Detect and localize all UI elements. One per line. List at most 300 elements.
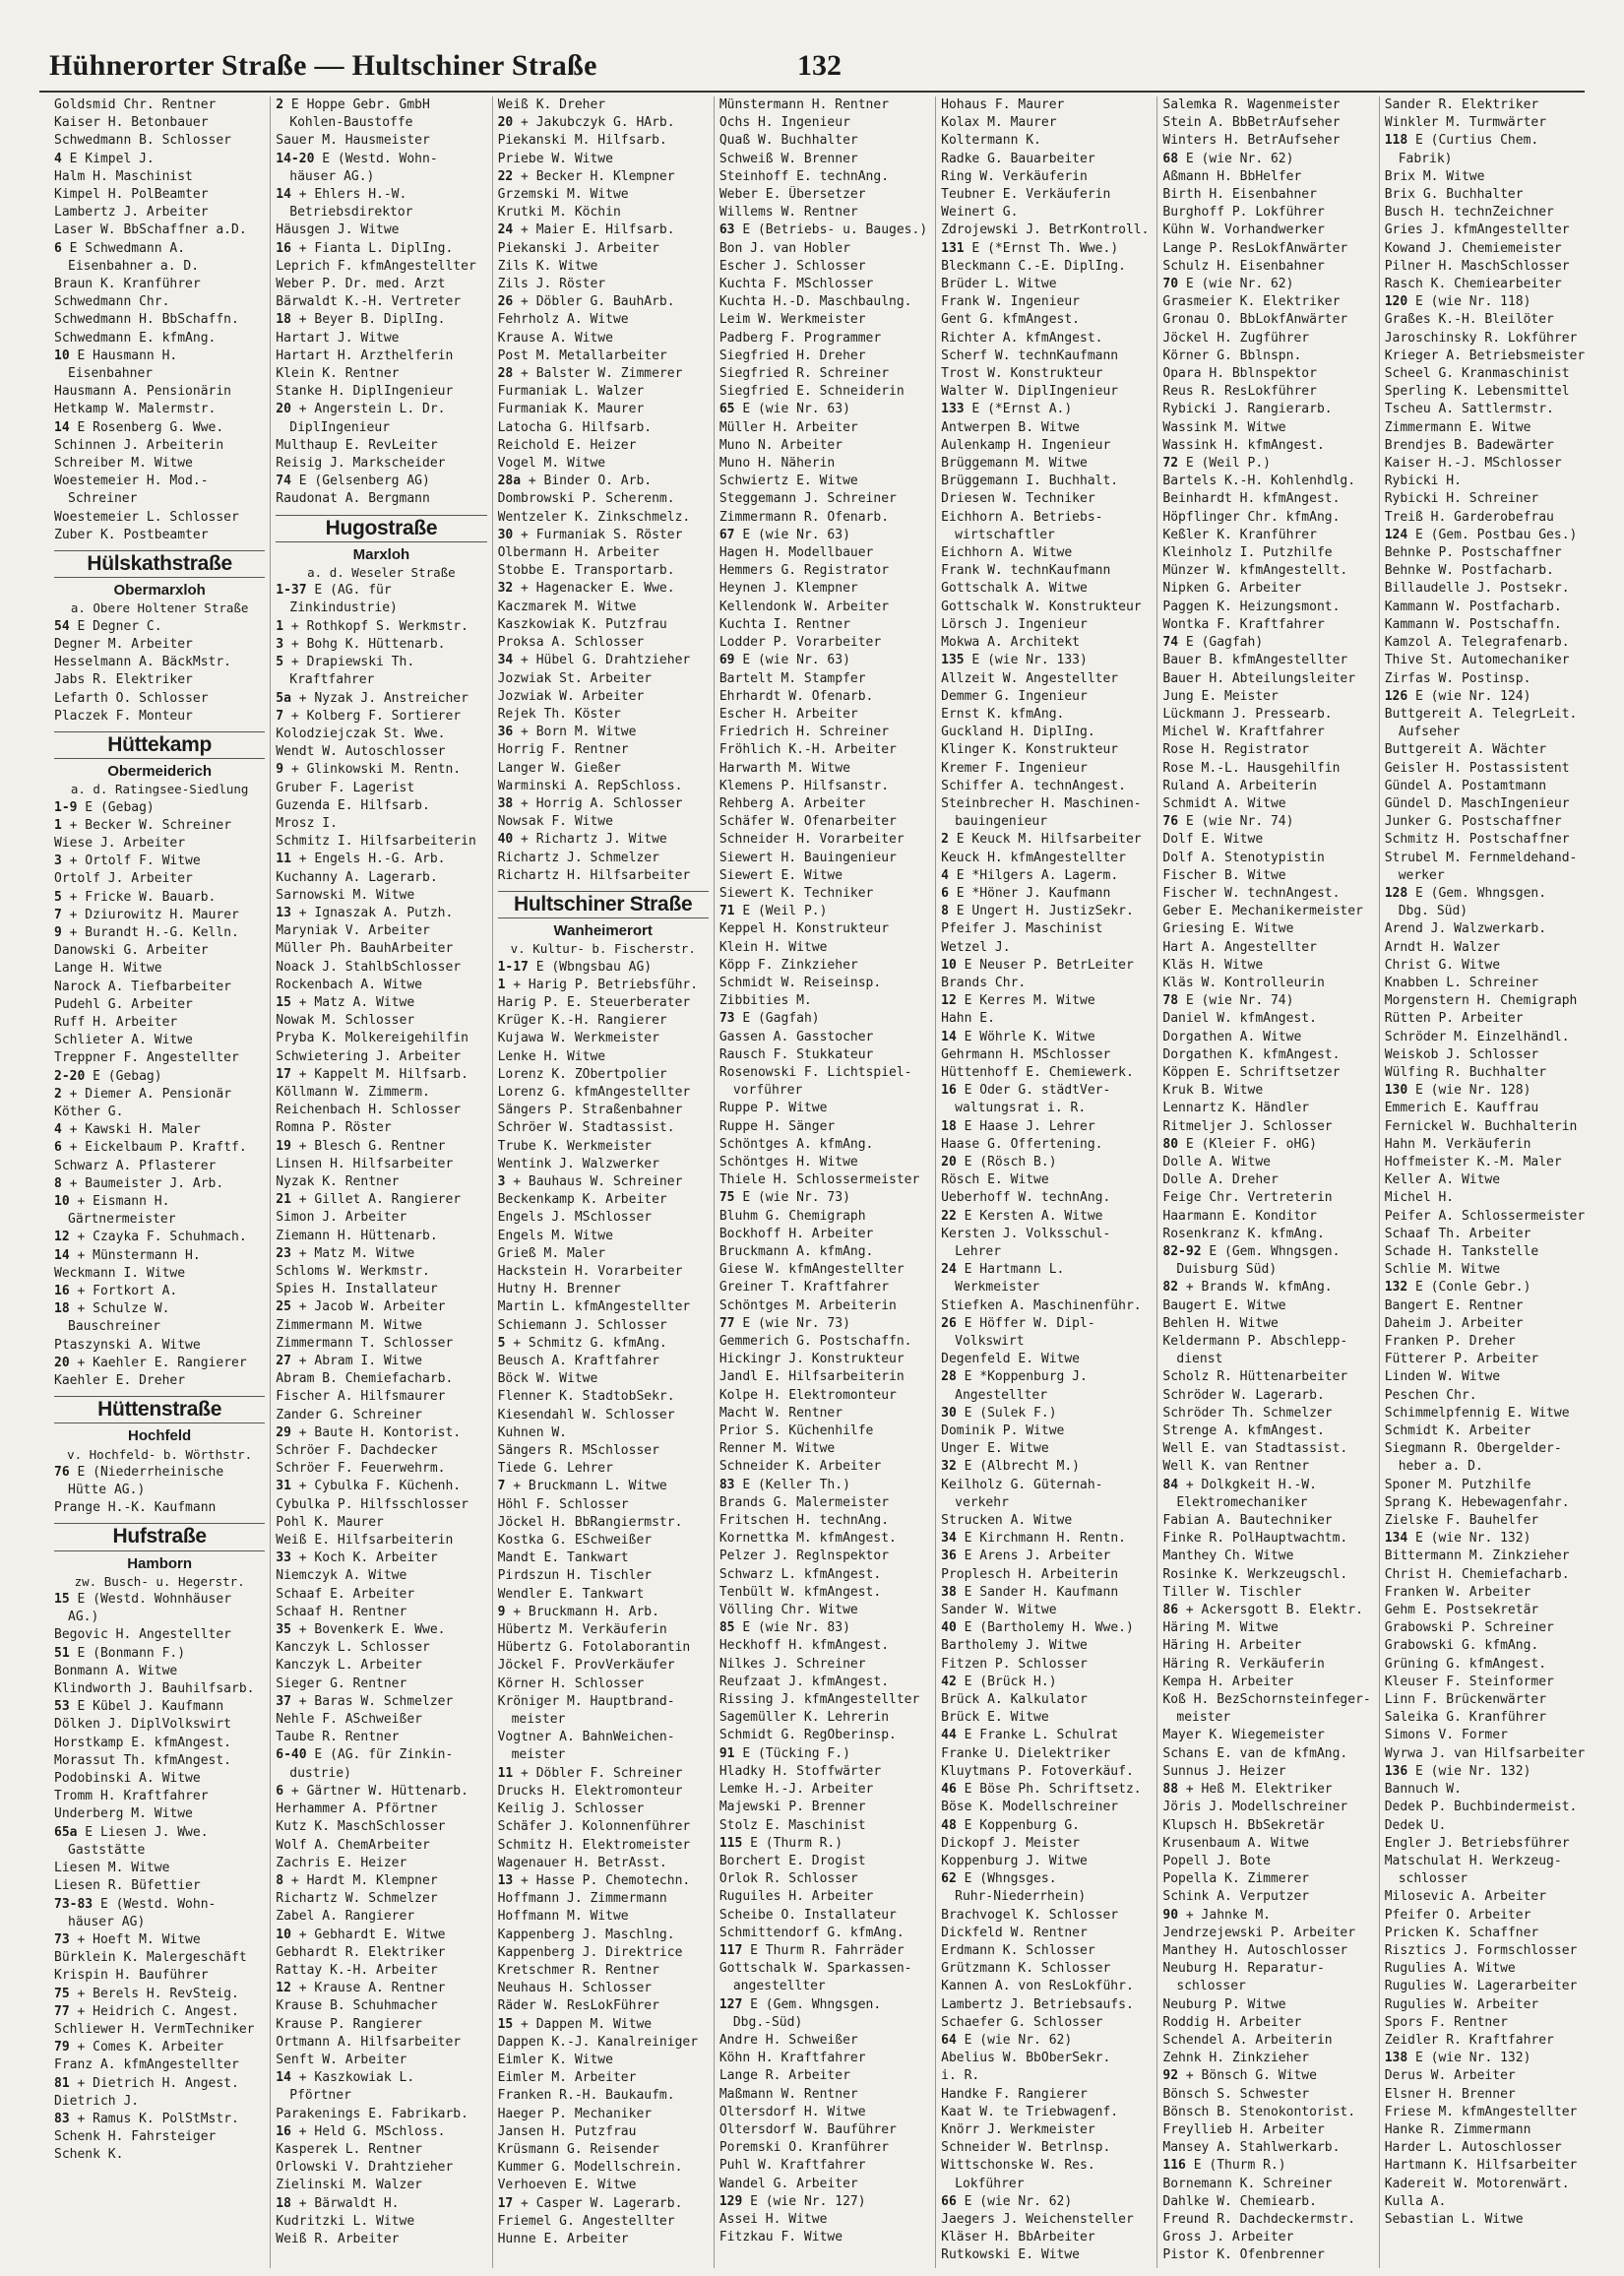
- directory-entry: Walter W. DiplIngenieur: [941, 384, 1119, 400]
- directory-entry: Hanke R. Zimmermann: [1384, 2121, 1531, 2137]
- entry-continuation: Angestellter: [955, 1387, 1048, 1403]
- directory-entry: 9 + Bruckmann H. Arb.: [497, 1604, 659, 1619]
- directory-entry: Eimler K. Witwe: [497, 2052, 613, 2067]
- directory-entry: Schiffer A. technAngest.: [941, 778, 1126, 793]
- directory-entry: 22 + Becker H. Klempner: [497, 168, 675, 184]
- directory-entry: Rosenowski F. Lichtspiel-: [718, 1064, 912, 1080]
- directory-entry: Kasperek L. Rentner: [276, 2141, 422, 2157]
- directory-entry: Orlok R. Schlosser: [718, 1871, 858, 1887]
- directory-entry: Klindworth J. Bauhilfsarb.: [54, 1681, 255, 1697]
- directory-entry: 6 + Gärtner W. Hüttenarb.: [276, 1783, 468, 1799]
- directory-entry: Strenge A. kfmAngest.: [1162, 1423, 1325, 1439]
- column-5: [936, 96, 1157, 2268]
- directory-entry: Keßler K. Kranführer: [1162, 527, 1317, 542]
- directory-entry: Rissing J. kfmAngestellter: [718, 1692, 920, 1708]
- directory-entry: Grabowski G. kfmAng.: [1384, 1638, 1539, 1654]
- directory-entry: Schimmelpfennig E. Witwe: [1384, 1405, 1570, 1421]
- directory-entry: 64 E (wie Nr. 62): [941, 2032, 1073, 2048]
- directory-entry: Böck W. Witwe: [497, 1371, 598, 1387]
- directory-entry: 12 + Czayka F. Schuhmach.: [54, 1230, 247, 1245]
- entry-continuation: häuser AG.): [289, 168, 375, 184]
- directory-entry: 13 + Hasse P. Chemotechn.: [497, 1872, 691, 1888]
- directory-entry: 26 E Höffer W. Dipl-: [941, 1315, 1095, 1331]
- directory-entry: 22 E Kersten A. Witwe: [941, 1208, 1103, 1224]
- directory-entry: 14-20 E (Westd. Wohn-: [276, 151, 438, 166]
- directory-entry: 85 E (wie Nr. 83): [718, 1620, 850, 1636]
- directory-entry: Graßes K.-H. Bleilöter: [1384, 312, 1554, 328]
- directory-entry: Schliewer H. VermTechniker: [54, 2021, 255, 2037]
- directory-entry: Lemke H.-J. Arbeiter: [718, 1782, 874, 1798]
- entry-continuation: Hütte AG.): [68, 1483, 146, 1498]
- directory-entry: Horrig F. Rentner: [497, 742, 629, 758]
- directory-entry: Dedek U.: [1384, 1817, 1447, 1833]
- directory-entry: Lörsch J. Ingenieur: [941, 616, 1088, 632]
- directory-entry: Kuchta I. Rentner: [718, 616, 850, 632]
- directory-entry: Ruff H. Arbeiter: [54, 1014, 178, 1030]
- directory-entry: Harder L. Autoschlosser: [1384, 2140, 1562, 2156]
- directory-entry: Wiese J. Arbeiter: [54, 835, 186, 851]
- directory-entry: Wendler E. Tankwart: [497, 1586, 645, 1602]
- district-heading: Hamborn: [127, 1554, 193, 1572]
- directory-entry: 1-17 E (Wbngsbau AG): [497, 959, 653, 975]
- directory-entry: Schans E. van de kfmAng.: [1162, 1745, 1348, 1761]
- directory-entry: 17 + Casper W. Lagerarb.: [497, 2195, 683, 2211]
- directory-entry: Simons V. Former: [1384, 1728, 1508, 1743]
- directory-entry: 81 + Dietrich H. Angest.: [54, 2075, 239, 2091]
- directory-entry: Leim W. Werkmeister: [718, 312, 866, 328]
- directory-entry: Post M. Metallarbeiter: [497, 348, 667, 363]
- directory-entry: Wassink M. Witwe: [1162, 419, 1286, 435]
- directory-entry: Pricken K. Schaffner: [1384, 1925, 1539, 1940]
- directory-entry: Kannen A. von ResLokführ.: [941, 1979, 1134, 1994]
- directory-entry: Lange H. Witwe: [54, 961, 162, 977]
- directory-entry: Escher H. Arbeiter: [718, 706, 858, 722]
- directory-entry: Lambertz J. Arbeiter: [54, 205, 209, 221]
- directory-entry: Köppen E. Schriftsetzer: [1162, 1064, 1341, 1080]
- street-range-note: zw. Busch- u. Hegerstr.: [74, 1573, 245, 1589]
- directory-entry: Strubel M. Fernmeldehand-: [1384, 850, 1578, 865]
- street-heading: Hülskathstraße: [54, 550, 265, 578]
- directory-entry: Neuburg H. Reparatur-: [1162, 1961, 1325, 1977]
- directory-entry: 7 + Bruckmann L. Witwe: [497, 1479, 667, 1494]
- entry-continuation: häuser AG): [68, 1914, 146, 1929]
- directory-entry: Ortmann A. Hilfsarbeiter: [276, 2034, 462, 2050]
- directory-entry: Bonmann A. Witwe: [54, 1663, 178, 1678]
- entry-continuation: meister: [511, 1712, 566, 1728]
- directory-entry: Böse K. Modellschreiner: [941, 1800, 1119, 1815]
- directory-entry: Pohl K. Maurer: [276, 1514, 384, 1530]
- directory-entry: Zehnk H. Zinkzieher: [1162, 2051, 1310, 2066]
- directory-entry: Jaegers J. Weichensteller: [941, 2211, 1134, 2227]
- directory-entry: Schmitz H. Postschaffner: [1384, 832, 1570, 848]
- directory-entry: Grüning G. kfmAngest.: [1384, 1656, 1547, 1672]
- column-6: [1157, 96, 1379, 2268]
- entry-continuation: Lehrer: [955, 1244, 1002, 1259]
- directory-entry: Verhoeven E. Witwe: [497, 2178, 637, 2193]
- directory-entry: Guzenda E. Hilfsarb.: [276, 797, 430, 813]
- directory-entry: Häusgen J. Witwe: [276, 222, 400, 238]
- directory-entry: Gebhardt R. Elektriker: [276, 1944, 446, 1960]
- directory-entry: Zimmermann R. Ofenarb.: [718, 509, 890, 525]
- directory-entry: Fitzkau F. Witwe: [718, 2230, 843, 2245]
- directory-entry: Klupsch H. BbSekretär: [1162, 1817, 1325, 1833]
- directory-entry: Burghoff P. Lokführer: [1162, 205, 1325, 221]
- directory-entry: Elsner H. Brenner: [1384, 2086, 1516, 2102]
- directory-entry: Richartz J. Schmelzer: [497, 850, 659, 865]
- entry-continuation: Schreiner: [68, 491, 138, 507]
- directory-entry: Richartz W. Schmelzer: [276, 1891, 438, 1907]
- directory-entry: Dietrich J.: [54, 2093, 140, 2109]
- directory-entry: 69 E (wie Nr. 63): [718, 653, 850, 668]
- directory-entry: Pfeifer O. Arbeiter: [1384, 1907, 1531, 1923]
- directory-entry: Kühn W. Vorhandwerker: [1162, 222, 1325, 238]
- directory-entry: Dombrowski P. Scherenm.: [497, 491, 675, 507]
- directory-entry: Hoffmeister K.-M. Maler: [1384, 1154, 1562, 1170]
- directory-entry: Schmidt K. Arbeiter: [1384, 1423, 1531, 1439]
- directory-entry: Weiß K. Dreher: [497, 97, 606, 112]
- directory-entry: Handke F. Rangierer: [941, 2086, 1088, 2102]
- directory-entry: Nowsak F. Witwe: [497, 814, 613, 830]
- directory-entry: Kappenberg J. Direktrice: [497, 1944, 683, 1960]
- directory-entry: 20 + Kaehler E. Rangierer: [54, 1355, 247, 1370]
- directory-entry: Bönsch B. Stenokontorist.: [1162, 2104, 1356, 2119]
- directory-entry: Gronau O. BbLokfAnwärter: [1162, 312, 1348, 328]
- directory-entry: Macht W. Rentner: [718, 1405, 843, 1421]
- directory-entry: Jozwiak St. Arbeiter: [497, 670, 653, 686]
- directory-entry: Dolle A. Dreher: [1162, 1172, 1279, 1188]
- directory-entry: Krüger K.-H. Rangierer: [497, 1013, 667, 1029]
- directory-entry: Lorenz G. kfmAngestellter: [497, 1084, 691, 1100]
- directory-entry: Kammann W. Postfacharb.: [1384, 599, 1562, 614]
- directory-entry: Gottschalk W. Konstrukteur: [941, 599, 1142, 614]
- directory-entry: 10 + Eismann H.: [54, 1193, 170, 1209]
- directory-entry: Klemens P. Hilfsanstr.: [718, 778, 890, 793]
- directory-entry: 62 E (Whngsges.: [941, 1871, 1057, 1887]
- directory-entry: 20 + Angerstein L. Dr.: [276, 402, 446, 417]
- directory-entry: Fischer B. Witwe: [1162, 867, 1286, 883]
- directory-entry: Rösch E. Witwe: [941, 1172, 1049, 1188]
- directory-entry: Junker G. Postschaffner: [1384, 814, 1562, 830]
- directory-entry: Maryniak V. Arbeiter: [276, 923, 430, 939]
- district-heading: Hochfeld: [128, 1427, 192, 1445]
- directory-entry: Prior S. Küchenhilfe: [718, 1423, 874, 1439]
- directory-entry: Hunne E. Arbeiter: [497, 2231, 629, 2246]
- directory-entry: Weiskob J. Schlosser: [1384, 1046, 1539, 1062]
- directory-entry: Münzer W. kfmAngestellt.: [1162, 563, 1348, 579]
- directory-entry: Latocha G. Hilfsarb.: [497, 419, 653, 435]
- directory-entry: Dolf A. Stenotypistin: [1162, 850, 1325, 865]
- directory-entry: Scheibe O. Installateur: [718, 1907, 897, 1923]
- directory-entry: Sieger G. Rentner: [276, 1675, 407, 1691]
- directory-entry: 54 E Degner C.: [54, 618, 162, 634]
- directory-entry: Krüsmann G. Reisender: [497, 2141, 659, 2157]
- directory-entry: Kempa H. Arbeiter: [1162, 1674, 1294, 1689]
- directory-entry: Tiller W. Tischler: [1162, 1584, 1302, 1600]
- directory-entry: Rutkowski E. Witwe: [941, 2247, 1081, 2263]
- directory-entry: 124 E (Gem. Postbau Ges.): [1384, 527, 1578, 542]
- directory-entry: Underberg M. Witwe: [54, 1806, 193, 1822]
- directory-entry: Bockhoff H. Arbeiter: [718, 1226, 874, 1241]
- directory-entry: Frank W. Ingenieur: [941, 294, 1081, 310]
- directory-entry: Bartelt M. Stampfer: [718, 670, 866, 686]
- directory-entry: Rosinke K. Werkzeugschl.: [1162, 1566, 1348, 1582]
- directory-entry: Pistor K. Ofenbrenner: [1162, 2247, 1325, 2263]
- directory-entry: Richter A. kfmAngest.: [941, 330, 1103, 346]
- directory-entry: Franken P. Dreher: [1384, 1334, 1516, 1350]
- directory-entry: 37 + Baras W. Schmelzer: [276, 1693, 454, 1709]
- directory-entry: Grabowski P. Schreiner: [1384, 1620, 1554, 1636]
- directory-entry: Zimmermann M. Witwe: [276, 1317, 422, 1333]
- directory-entry: Begovic H. Angestellter: [54, 1627, 232, 1643]
- directory-entry: Heckhoff H. kfmAngest.: [718, 1638, 890, 1654]
- directory-entry: 14 + Kaszkowiak L.: [276, 2070, 415, 2086]
- directory-entry: Rugulies W. Lagerarbeiter: [1384, 1979, 1578, 1994]
- directory-entry: Well K. van Rentner: [1162, 1459, 1310, 1475]
- directory-entry: 5a + Nyzak J. Anstreicher: [276, 690, 468, 706]
- directory-entry: Pelzer J. Reglnspektor: [718, 1549, 890, 1564]
- directory-entry: 134 E (wie Nr. 132): [1384, 1531, 1531, 1547]
- directory-entry: 8 + Baumeister J. Arb.: [54, 1175, 224, 1191]
- directory-entry: Schink A. Verputzer: [1162, 1889, 1310, 1905]
- directory-entry: Gries J. kfmAngestellter: [1384, 222, 1570, 238]
- entry-continuation: werker: [1398, 867, 1445, 883]
- directory-entry: Kolodziejczak St. Wwe.: [276, 726, 446, 741]
- directory-entry: Sängers R. MSchlosser: [497, 1443, 659, 1459]
- directory-entry: 14 + Münstermann H.: [54, 1247, 201, 1263]
- directory-entry: 1-9 E (Gebag): [54, 799, 155, 815]
- directory-entry: Ruppe H. Sänger: [718, 1118, 836, 1134]
- directory-entry: Schwedmann Chr.: [54, 294, 170, 310]
- directory-entry: Pryba K. Molkereigehilfin: [276, 1031, 468, 1046]
- directory-entry: Wontka F. Kraftfahrer: [1162, 616, 1325, 632]
- directory-entry: Antwerpen B. Witwe: [941, 419, 1081, 435]
- street-heading: Hüttekamp: [54, 731, 265, 759]
- directory-entry: Kluytmans P. Fotoverkäuf.: [941, 1763, 1134, 1779]
- directory-entry: 20 + Jakubczyk G. HArb.: [497, 115, 675, 131]
- directory-entry: Fabian A. Bautechniker: [1162, 1513, 1333, 1529]
- directory-entry: Niemczyk A. Witwe: [276, 1568, 407, 1584]
- directory-entry: Buttgereit A. TelegrLeit.: [1384, 706, 1578, 722]
- directory-entry: Schlie M. Witwe: [1384, 1262, 1501, 1278]
- directory-entry: Ruppe P. Witwe: [718, 1101, 828, 1116]
- directory-entry: Brix G. Buchhalter: [1384, 187, 1524, 203]
- directory-entry: Busch H. technZeichner: [1384, 205, 1554, 221]
- directory-entry: Hartart J. Witwe: [276, 330, 400, 346]
- directory-entry: 91 E (Tücking F.): [718, 1745, 850, 1761]
- directory-entry: Milosevic A. Arbeiter: [1384, 1889, 1547, 1905]
- directory-entry: Quaß W. Buchhalter: [718, 133, 858, 149]
- directory-entry: 42 E (Brück H.): [941, 1674, 1057, 1689]
- entry-continuation: angestellter: [732, 1979, 826, 1994]
- directory-entry: Degenfeld E. Witwe: [941, 1352, 1081, 1367]
- directory-entry: Kanczyk L. Arbeiter: [276, 1658, 422, 1674]
- directory-entry: Sängers P. Straßenbahner: [497, 1103, 683, 1118]
- directory-entry: Horstkamp E. kfmAngest.: [54, 1735, 232, 1750]
- directory-entry: Müller Ph. BauhArbeiter: [276, 941, 454, 957]
- directory-entry: Weber P. Dr. med. Arzt: [276, 277, 446, 292]
- directory-entry: Bartholemy J. Witwe: [941, 1638, 1088, 1654]
- directory-entry: Fütterer P. Arbeiter: [1384, 1352, 1539, 1367]
- directory-entry: Schaefer G. Schlosser: [941, 2014, 1103, 2030]
- directory-entry: Engler J. Betriebsführer: [1384, 1835, 1570, 1851]
- directory-entry: Knörr J. Werkmeister: [941, 2121, 1095, 2137]
- directory-entry: Zielinski M. Walzer: [276, 2178, 422, 2193]
- entry-continuation: Kohlen-Baustoffe: [289, 115, 413, 131]
- directory-entry: 2 E Keuck M. Hilfsarbeiter: [941, 832, 1142, 848]
- directory-entry: Lennartz K. Händler: [1162, 1101, 1310, 1116]
- directory-entry: Lange P. ResLokfAnwärter: [1162, 240, 1348, 256]
- directory-entry: 5 + Drapiewski Th.: [276, 655, 415, 670]
- directory-entry: Brendjes B. Badewärter: [1384, 437, 1554, 453]
- directory-entry: 75 + Berels H. RevSteig.: [54, 1986, 239, 2001]
- directory-entry: Bangert E. Rentner: [1384, 1297, 1524, 1313]
- directory-entry: Schwietering J. Arbeiter: [276, 1048, 462, 1064]
- directory-entry: 30 E (Sulek F.): [941, 1405, 1057, 1421]
- directory-entry: Scheel G. Kranmaschinist: [1384, 366, 1570, 382]
- column-3: [493, 96, 715, 2268]
- directory-entry: Mayer K. Wiegemeister: [1162, 1728, 1325, 1743]
- directory-entry: 8 + Hardt M. Klempner: [276, 1872, 438, 1888]
- directory-entry: 120 E (wie Nr. 118): [1384, 294, 1531, 310]
- directory-entry: Brück A. Kalkulator: [941, 1692, 1088, 1708]
- directory-entry: Mandt E. Tankwart: [497, 1550, 629, 1566]
- directory-entry: Schäfer W. Ofenarbeiter: [718, 814, 897, 830]
- directory-entry: Schwarz L. kfmAngest.: [718, 1566, 882, 1582]
- directory-entry: Vogtner A. BahnWeichen-: [497, 1730, 675, 1745]
- directory-entry: Weckmann I. Witwe: [54, 1265, 186, 1281]
- directory-entry: Kläs W. Kontrolleurin: [1162, 975, 1325, 990]
- directory-entry: Jöckel H. Zugführer: [1162, 330, 1310, 346]
- directory-entry: Köllmann W. Zimmerm.: [276, 1084, 430, 1100]
- directory-entry: Knabben L. Schreiner: [1384, 975, 1539, 990]
- directory-entry: Dominik P. Witwe: [941, 1423, 1065, 1439]
- entry-continuation: Zinkindustrie): [289, 601, 398, 616]
- directory-entry: Woestemeier H. Mod.-: [54, 474, 209, 489]
- directory-entry: Siewert H. Bauingenieur: [718, 850, 897, 865]
- directory-entry: Dickfeld W. Rentner: [941, 1925, 1088, 1940]
- directory-entry: i. R.: [941, 2068, 980, 2084]
- directory-entry: Reichenbach H. Schlosser: [276, 1103, 462, 1118]
- directory-entry: Dickopf J. Meister: [941, 1835, 1081, 1851]
- directory-entry: Brix M. Witwe: [1384, 168, 1485, 184]
- directory-entry: Linn F. Brückenwärter: [1384, 1692, 1547, 1708]
- directory-entry: 18 + Beyer B. DiplIng.: [276, 312, 446, 328]
- directory-entry: Gruber F. Lagerist: [276, 780, 415, 795]
- directory-entry: Kiesendahl W. Schlosser: [497, 1407, 675, 1422]
- directory-entry: Schade H. Tankstelle: [1384, 1244, 1539, 1259]
- directory-entry: Schiemann J. Schlosser: [497, 1317, 667, 1333]
- directory-entry: 7 + Dziurowitz H. Maurer: [54, 907, 239, 922]
- directory-entry: Koß H. BezSchornsteinfeger-: [1162, 1692, 1371, 1708]
- directory-entry: 71 E (Weil P.): [718, 904, 828, 919]
- directory-entry: 14 + Ehlers H.-W.: [276, 187, 407, 203]
- directory-entry: Vogel M. Witwe: [497, 456, 606, 472]
- directory-entry: 28a + Binder O. Arb.: [497, 474, 653, 489]
- directory-entry: Lefarth O. Schlosser: [54, 690, 209, 706]
- directory-entry: 132 E (Conle Gebr.): [1384, 1280, 1531, 1296]
- directory-entry: 88 + Heß M. Elektriker: [1162, 1782, 1333, 1798]
- directory-entry: Piekanski J. Arbeiter: [497, 240, 659, 256]
- directory-entry: Linden W. Witwe: [1384, 1369, 1501, 1385]
- directory-entry: 83 E (Keller Th.): [718, 1477, 850, 1492]
- directory-entry: Krause P. Rangierer: [276, 2016, 422, 2032]
- directory-entry: 31 + Cybulka F. Küchenh.: [276, 1479, 462, 1494]
- directory-entry: 3 + Ortolf F. Witwe: [54, 854, 201, 869]
- directory-entry: Priebe W. Witwe: [497, 151, 613, 166]
- directory-entry: Padberg F. Programmer: [718, 330, 882, 346]
- directory-entry: Allzeit W. Angestellter: [941, 670, 1119, 686]
- directory-entry: Friemel G. Angestellter: [497, 2213, 675, 2229]
- directory-entry: Wülfing R. Buchhalter: [1384, 1064, 1547, 1080]
- page-header: [39, 39, 1585, 93]
- entry-continuation: Dbg. Süd): [1398, 904, 1468, 919]
- directory-entry: 9 + Burandt H.-G. Kelln.: [54, 924, 239, 940]
- directory-entry: Placzek F. Monteur: [54, 708, 193, 724]
- directory-entry: Reichold E. Heizer: [497, 437, 637, 453]
- directory-entry: Abelius W. BbOberSekr.: [941, 2051, 1111, 2066]
- directory-entry: Lodder P. Vorarbeiter: [718, 635, 882, 651]
- directory-entry: Grasmeier K. Elektriker: [1162, 294, 1341, 310]
- directory-entry: Haarmann E. Konditor: [1162, 1208, 1317, 1224]
- directory-entry: Nipken G. Arbeiter: [1162, 581, 1302, 597]
- directory-entry: Spies H. Installateur: [276, 1282, 438, 1297]
- directory-entry: 20 E (Rösch B.): [941, 1154, 1057, 1170]
- directory-entry: 25 + Jacob W. Arbeiter: [276, 1299, 446, 1315]
- directory-entry: Demmer G. Ingenieur: [941, 688, 1088, 704]
- column-4: [715, 96, 936, 2268]
- directory-entry: Lückmann J. Pressearb.: [1162, 706, 1333, 722]
- directory-entry: Bornemann K. Schreiner: [1162, 2176, 1333, 2191]
- entry-continuation: Werkmeister: [955, 1280, 1040, 1296]
- directory-entry: Krieger A. Betriebsmeister: [1384, 348, 1586, 363]
- directory-entry: Hüttenhoff E. Chemiewerk.: [941, 1064, 1134, 1080]
- directory-entry: 3 + Bohg K. Hüttenarb.: [276, 636, 446, 652]
- directory-entry: Noack J. StahlbSchlosser: [276, 959, 462, 975]
- directory-entry: Rütten P. Arbeiter: [1384, 1011, 1524, 1027]
- directory-entry: Liesen R. Büfettier: [54, 1878, 201, 1894]
- entry-continuation: schlosser: [1398, 1871, 1468, 1887]
- directory-entry: 6 + Eickelbaum P. Kraftf.: [54, 1140, 247, 1156]
- directory-entry: 21 + Gillet A. Rangierer: [276, 1192, 462, 1208]
- column-7: [1380, 96, 1600, 2268]
- directory-entry: Haase G. Offertening.: [941, 1136, 1103, 1152]
- directory-entry: Fritschen H. technAng.: [718, 1513, 890, 1529]
- directory-entry: Strucken A. Witwe: [941, 1513, 1073, 1529]
- directory-entry: 9 + Glinkowski M. Rentn.: [276, 762, 462, 778]
- directory-entry: Schenk H. Fahrsteiger: [54, 2129, 217, 2145]
- directory-entry: Häring H. Arbeiter: [1162, 1638, 1302, 1654]
- directory-entry: Rockenbach A. Witwe: [276, 977, 422, 992]
- directory-entry: Häring M. Witwe: [1162, 1620, 1279, 1636]
- directory-entry: Matschulat H. Werkzeug-: [1384, 1853, 1562, 1868]
- directory-entry: Ruland A. Arbeiterin: [1162, 778, 1317, 793]
- directory-entry: Steinhoff E. technAng.: [718, 168, 890, 184]
- directory-entry: Klein H. Witwe: [718, 939, 828, 955]
- directory-entry: Schmitz I. Hilfsarbeiterin: [276, 834, 476, 850]
- directory-entry: Wentink J. Walzwerker: [497, 1156, 659, 1171]
- entry-continuation: meister: [1176, 1710, 1231, 1726]
- entry-continuation: verkehr: [955, 1494, 1009, 1510]
- directory-entry: Kläser H. BbArbeiter: [941, 2230, 1095, 2245]
- street-heading: Hultschiner Straße: [498, 891, 709, 918]
- directory-entry: Birth H. Eisenbahner: [1162, 187, 1317, 203]
- directory-entry: Schmittendorf G. kfmAng.: [718, 1925, 905, 1940]
- directory-entry: Zuber K. Postbeamter: [54, 527, 209, 542]
- directory-entry: Hagen H. Modellbauer: [718, 545, 874, 561]
- directory-entry: 73 E (Gagfah): [718, 1011, 820, 1027]
- directory-entry: Unger E. Witwe: [941, 1441, 1049, 1457]
- entry-continuation: bauingenieur: [955, 814, 1048, 830]
